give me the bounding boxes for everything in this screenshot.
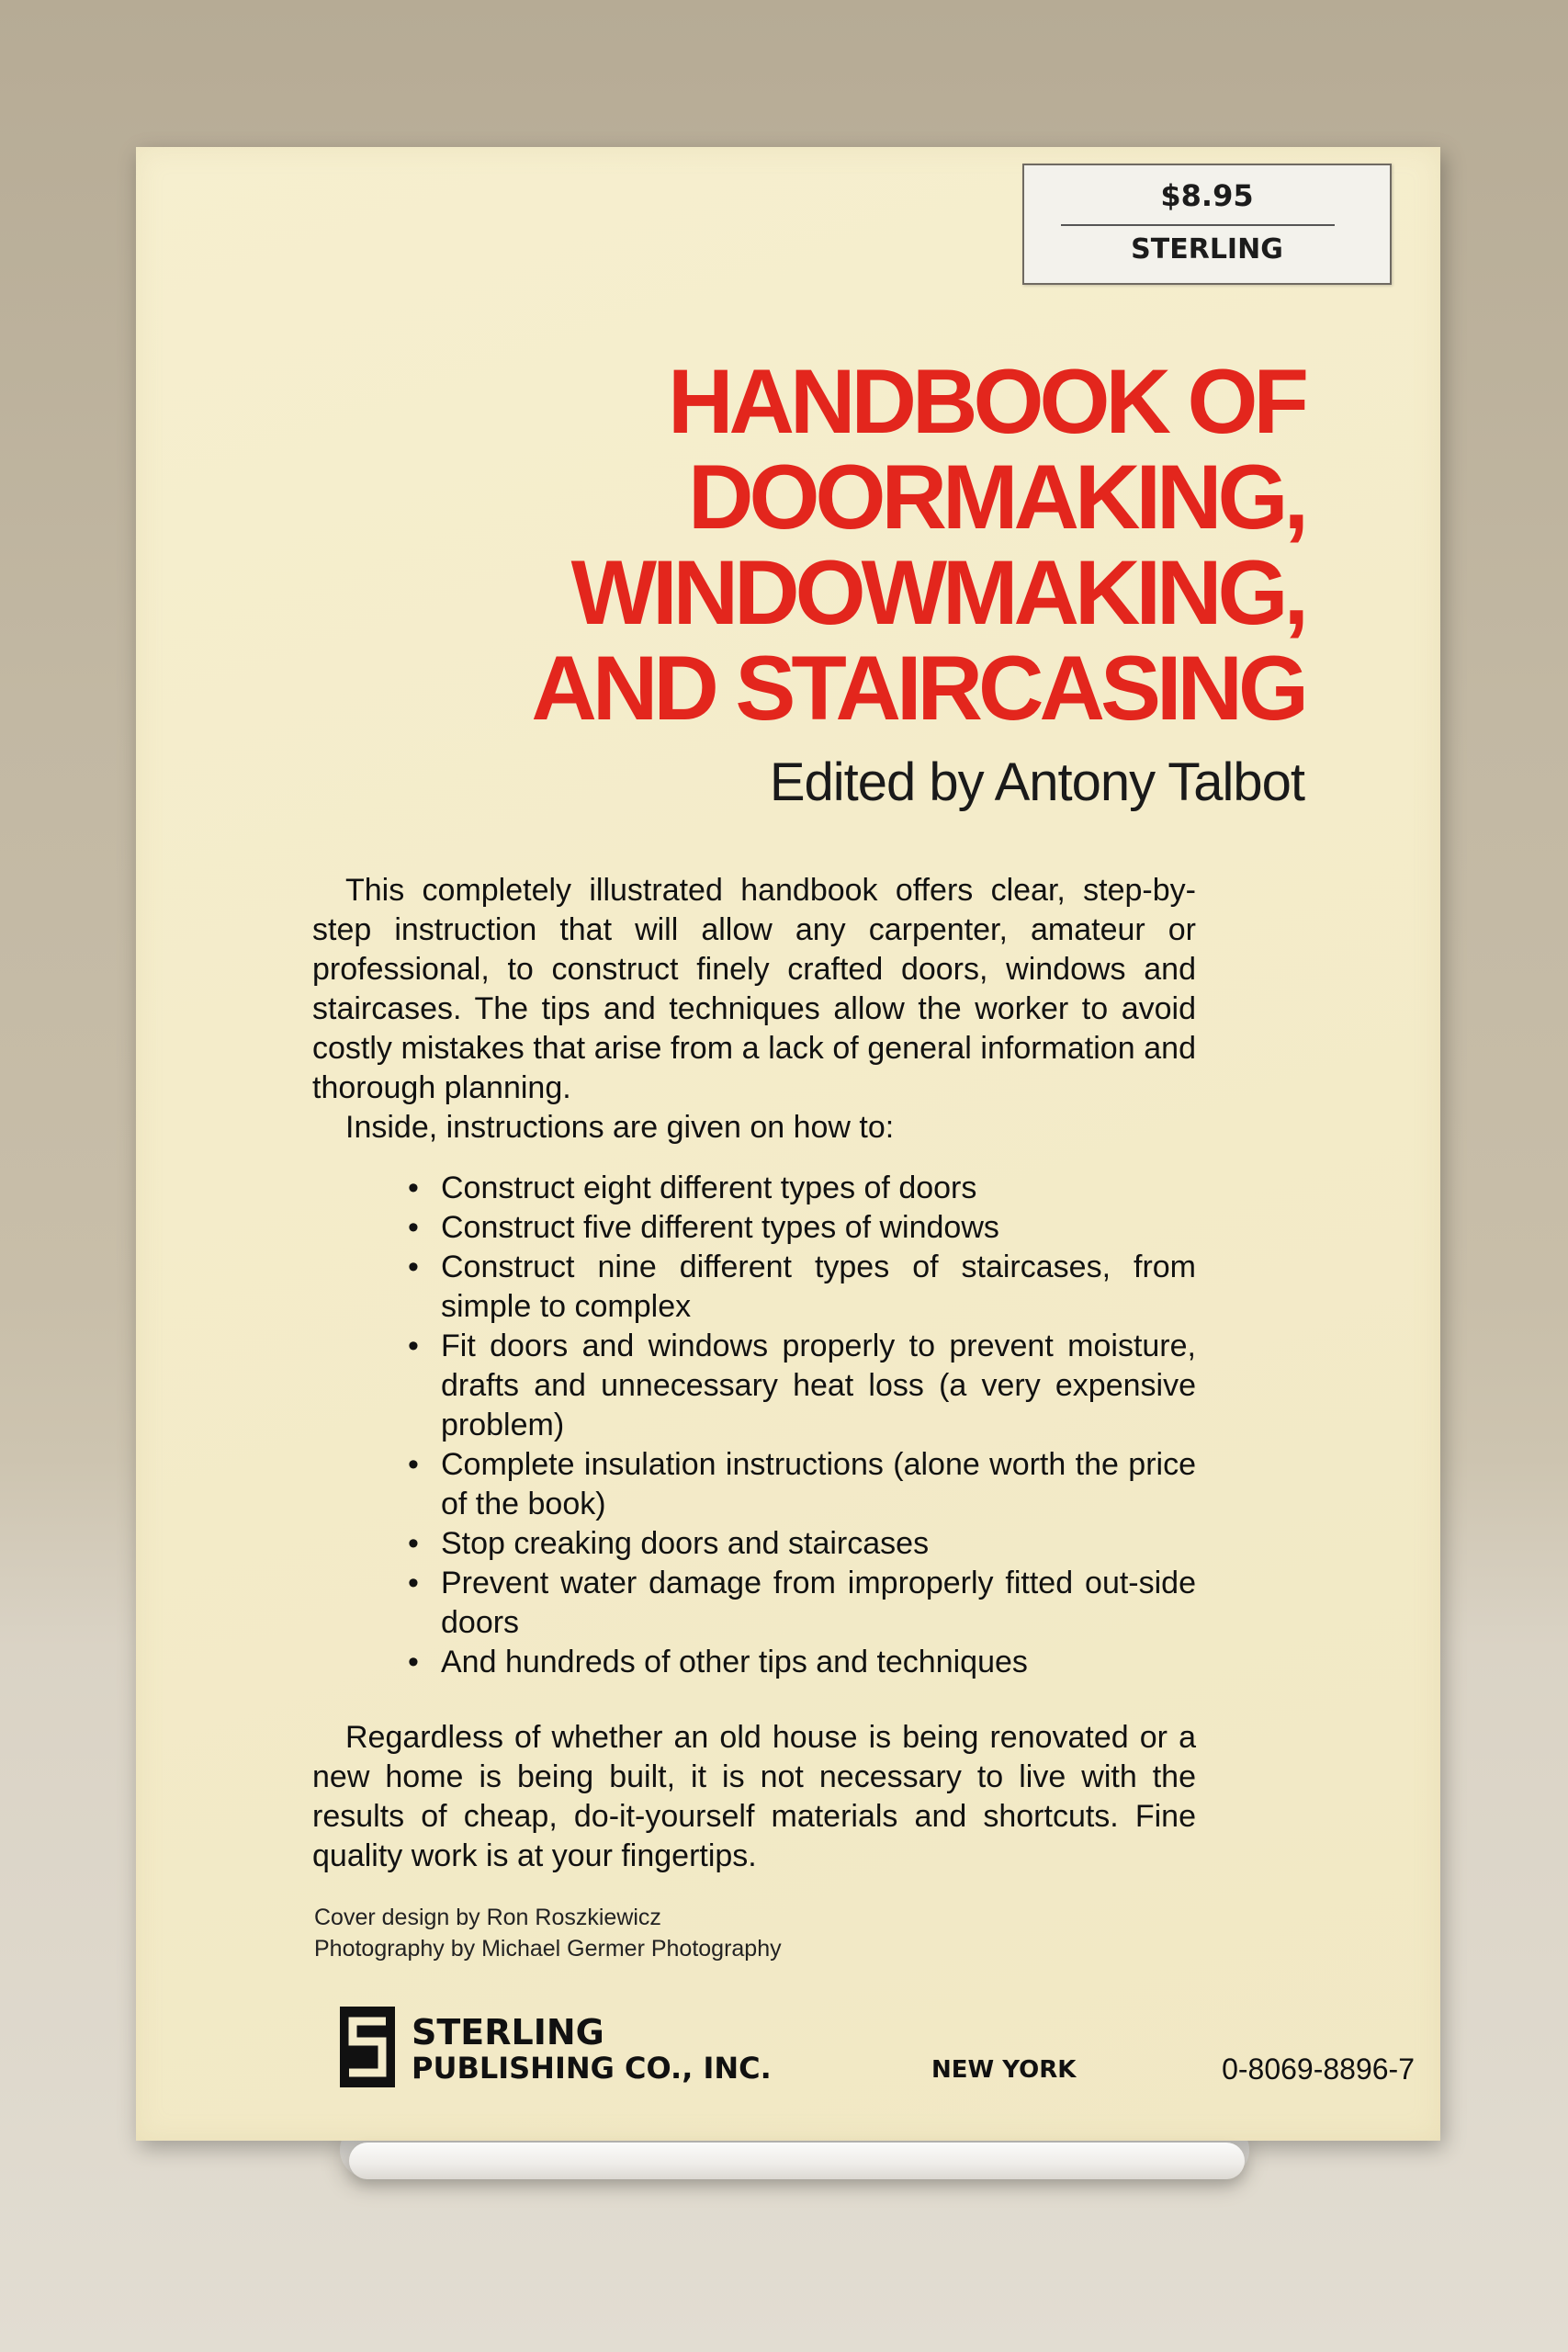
instructions-lead: Inside, instructions are given on how to: xyxy=(345,1110,895,1145)
title-line-3: WINDOWMAKING, xyxy=(570,541,1304,643)
sticker-rule xyxy=(1061,224,1335,226)
title-line-2: DOORMAKING, xyxy=(688,446,1304,548)
sterling-s-logo-icon xyxy=(340,2007,395,2087)
list-item: • Prevent water damage from improperly fitted out-side doors xyxy=(408,1564,1196,1643)
list-item: • Stop creaking doors and staircases xyxy=(408,1524,1196,1564)
list-item: • Complete insulation instructions (alone worth the price of the book) xyxy=(408,1445,1196,1524)
display-stand-front xyxy=(349,2143,1245,2179)
list-item: • Construct five different types of windows xyxy=(408,1208,1196,1248)
publisher-company: PUBLISHING CO., INC. xyxy=(412,2051,772,2086)
editor-credit: Edited by Antony Talbot xyxy=(769,752,1304,812)
publisher-city: NEW YORK xyxy=(931,2056,1077,2084)
intro-paragraph: This completely illustrated handbook offers clear, step-by-step instruction that will allow any carpenter, amateur or professional, to construct finely crafted doors, windows and staircases. The tips and techniques allow the worker to avoid costly mistakes that arise from a lack of general information and thorough planning. xyxy=(312,873,1196,1105)
price-sticker xyxy=(1022,164,1392,285)
title-line-1: HANDBOOK OF xyxy=(668,350,1304,452)
publisher-block xyxy=(340,1999,1415,2100)
publisher-name: STERLING xyxy=(412,2012,604,2052)
isbn-number: 0-8069-8896-7 xyxy=(1222,2052,1415,2086)
list-item: • And hundreds of other tips and techniques xyxy=(408,1643,1196,1682)
cover-design-credit: Cover design by Ron Roszkiewicz xyxy=(314,1905,661,1930)
instructions-list xyxy=(408,1169,1196,1682)
list-item: • Fit doors and windows properly to prevent moisture, drafts and unnecessary heat loss (a very expensive problem) xyxy=(408,1327,1196,1445)
book-title xyxy=(531,350,1304,739)
list-item: • Construct nine different types of staircases, from simple to complex xyxy=(408,1248,1196,1327)
title-line-4: AND STAIRCASING xyxy=(531,637,1304,739)
book-back-cover xyxy=(136,147,1440,2141)
sticker-brand: STERLING xyxy=(1131,233,1283,266)
sticker-price: $8.95 xyxy=(1160,178,1254,213)
list-item: • Construct eight different types of doors xyxy=(408,1169,1196,1208)
design-credits xyxy=(314,1902,782,1964)
closing-paragraph: Regardless of whether an old house is being renovated or a new home is being built, it is not necessary to live with the results of cheap, do-it-yourself materials and shortcuts. Fine quality work is at your fingertips. xyxy=(312,1720,1196,1873)
photography-credit: Photography by Michael Germer Photography xyxy=(314,1936,782,1962)
